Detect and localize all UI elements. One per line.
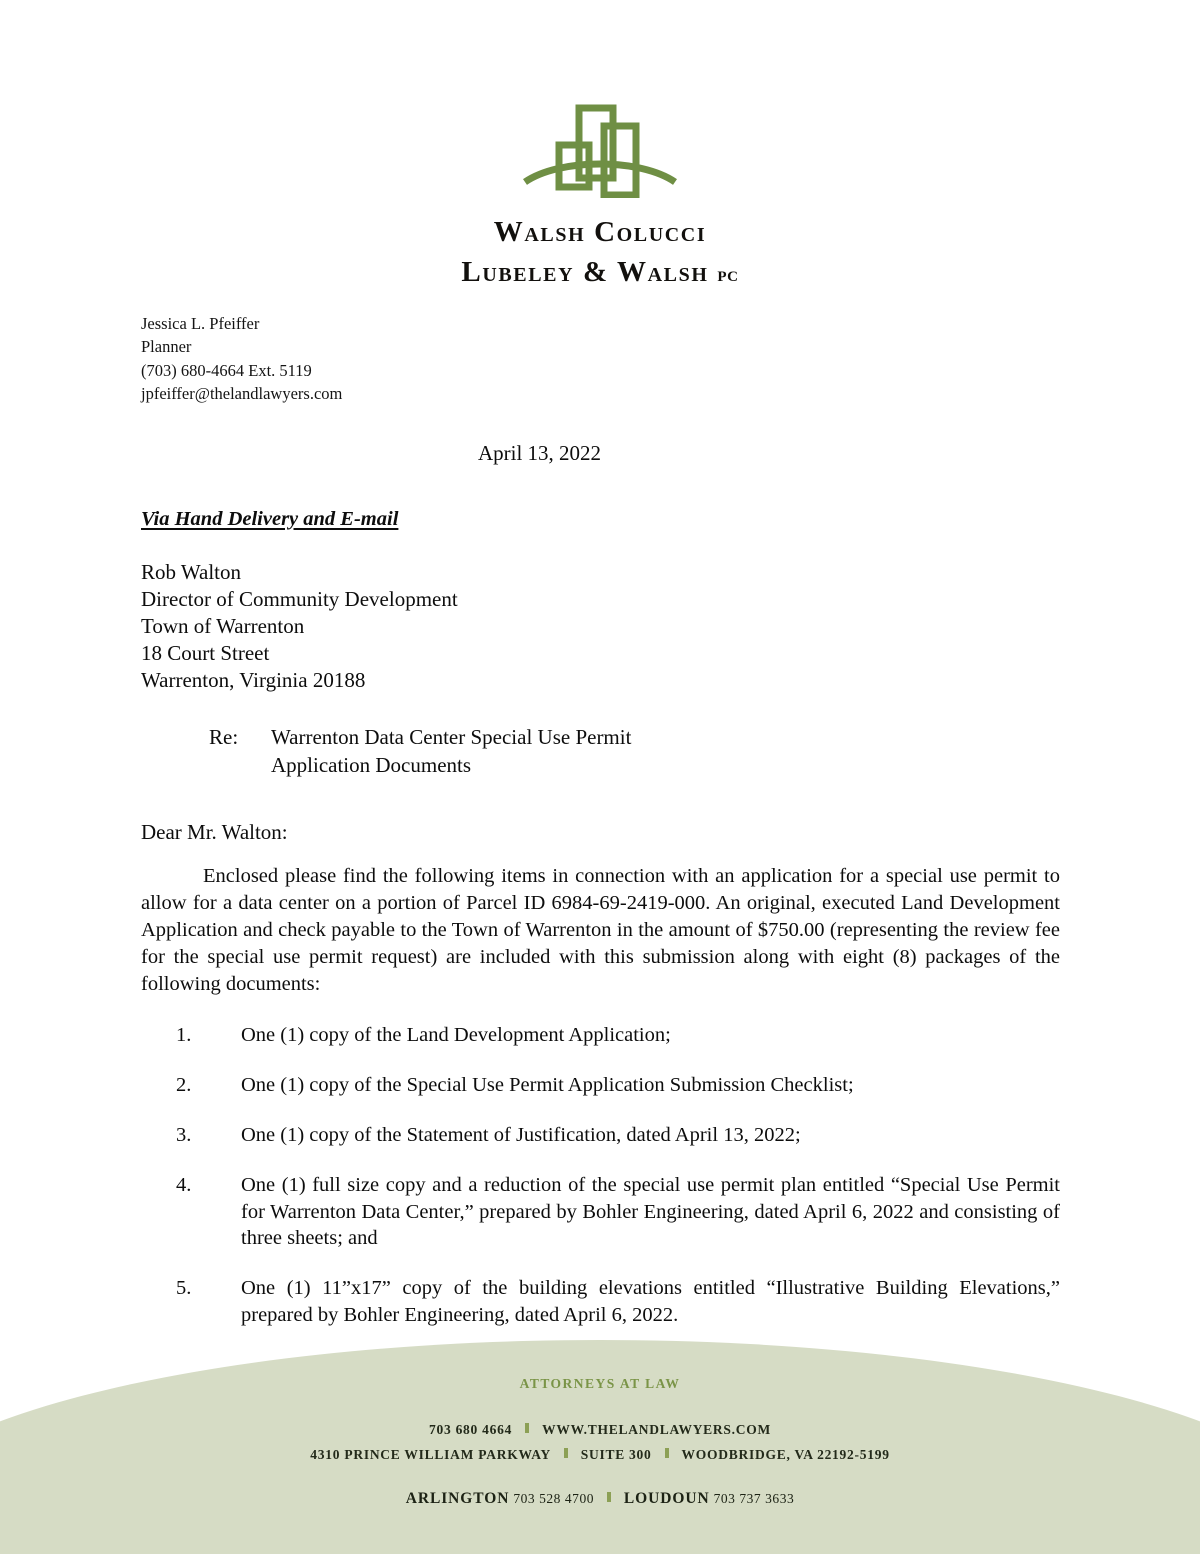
sender-title: Planner (141, 337, 192, 357)
list-item-text: One (1) copy of the Statement of Justification, dated April 13, 2022; (241, 1123, 801, 1146)
list-item-number: 5. (176, 1277, 192, 1300)
footer-office-1-phone: 703 528 4700 (513, 1490, 595, 1506)
re-subject-line-1: Warrenton Data Center Special Use Permit (271, 725, 632, 750)
page-footer (0, 1322, 1200, 1554)
wordmark-line-1: Walsh Colucci (493, 216, 707, 248)
re-subject-line-2: Application Documents (271, 753, 472, 778)
footer-office-2-phone: 703 737 3633 (713, 1490, 795, 1506)
list-item (174, 1072, 1060, 1099)
footer-contact-line-1 (0, 1418, 1200, 1443)
recipient-title: Director of Community Development (141, 586, 458, 611)
separator-bar-icon (525, 1423, 529, 1433)
recipient-city-state-zip: Warrenton, Virginia 20188 (141, 668, 366, 693)
footer-address-city: WOODBRIDGE, VA 22192-5199 (681, 1446, 890, 1462)
list-item-text: One (1) copy of the Land Development Application; (241, 1023, 671, 1046)
firm-wordmark (0, 214, 1200, 291)
wordmark-line-2-text: Lubeley & Walsh (461, 255, 709, 288)
wordmark-suffix: pc (717, 261, 739, 286)
footer-address-suite: SUITE 300 (580, 1446, 652, 1462)
letterhead (0, 96, 1200, 291)
sender-phone: (703) 680-4664 Ext. 5119 (141, 360, 312, 380)
list-item-number: 3. (176, 1123, 192, 1146)
delivery-note-wrapper (141, 468, 1060, 533)
footer-tagline: ATTORNEYS AT LAW (519, 1376, 681, 1391)
footer-contact-line-2 (0, 1443, 1200, 1468)
recipient-street: 18 Court Street (141, 641, 270, 666)
list-item (174, 1172, 1060, 1253)
letter-date: April 13, 2022 (477, 440, 602, 465)
list-item (174, 1022, 1060, 1049)
intro-paragraph: Enclosed please find the following items in connection with an application for a special use permit to allow for a data center on a portion of Parcel ID 6984-69-2419-000. An original, executed Land Development Application and check payable to the Town of Warrenton in the amount of $750.00 (representing the review fee for the special use permit request) are included with this submission along with eight (8) packages of the following documents: (141, 864, 1060, 995)
footer-phone: 703 680 4664 (428, 1422, 513, 1437)
footer-offices-block (0, 1490, 1200, 1508)
list-item-number: 1. (176, 1023, 192, 1046)
footer-website[interactable]: WWW.THELANDLAWYERS.COM (542, 1422, 772, 1437)
list-item-number: 2. (176, 1073, 192, 1096)
sender-contact-block (141, 312, 1060, 406)
three-buildings-arc-logo-icon (515, 96, 685, 198)
re-subject-block (209, 724, 1060, 779)
letter-body (141, 312, 1060, 1352)
wordmark-line-2 (0, 254, 1200, 292)
footer-office-2-city: LOUDOUN (623, 1489, 710, 1507)
footer-contact-block (0, 1418, 1200, 1468)
separator-bar-icon (564, 1448, 568, 1458)
footer-content (0, 1322, 1200, 1508)
re-label: Re: (209, 725, 239, 750)
recipient-name: Rob Walton (141, 559, 242, 584)
list-item (174, 1122, 1060, 1149)
recipient-organization: Town of Warrenton (141, 614, 305, 639)
separator-bar-icon (607, 1492, 611, 1502)
separator-bar-icon (665, 1448, 669, 1458)
list-item-text: One (1) full size copy and a reduction of the special use permit plan entitled “Special Use Permit for Warrenton Data Center,” prepared by Bohler Engineering, dated April 6, 2022 and consisting of three sheets; and (241, 1173, 1060, 1250)
footer-office-1-city: ARLINGTON (405, 1489, 510, 1507)
re-subject-text (271, 724, 1060, 779)
footer-address-street: 4310 PRINCE WILLIAM PARKWAY (310, 1446, 551, 1462)
salutation: Dear Mr. Walton: (141, 820, 288, 844)
recipient-address-block (141, 559, 1060, 694)
sender-name: Jessica L. Pfeiffer (141, 314, 260, 333)
list-item-text: One (1) copy of the Special Use Permit Application Submission Checklist; (241, 1073, 854, 1096)
list-item-number: 4. (176, 1173, 192, 1196)
enclosed-documents-list (141, 1022, 1060, 1330)
sender-email[interactable]: jpfeiffer@thelandlawyers.com (141, 384, 343, 404)
delivery-note: Via Hand Delivery and E-mail (141, 507, 399, 530)
list-item-text: One (1) 11”x17” copy of the building elevations entitled “Illustrative Building Elevations,” prepared by Bohler Engineering, dated April 6, 2022. (241, 1277, 1060, 1327)
